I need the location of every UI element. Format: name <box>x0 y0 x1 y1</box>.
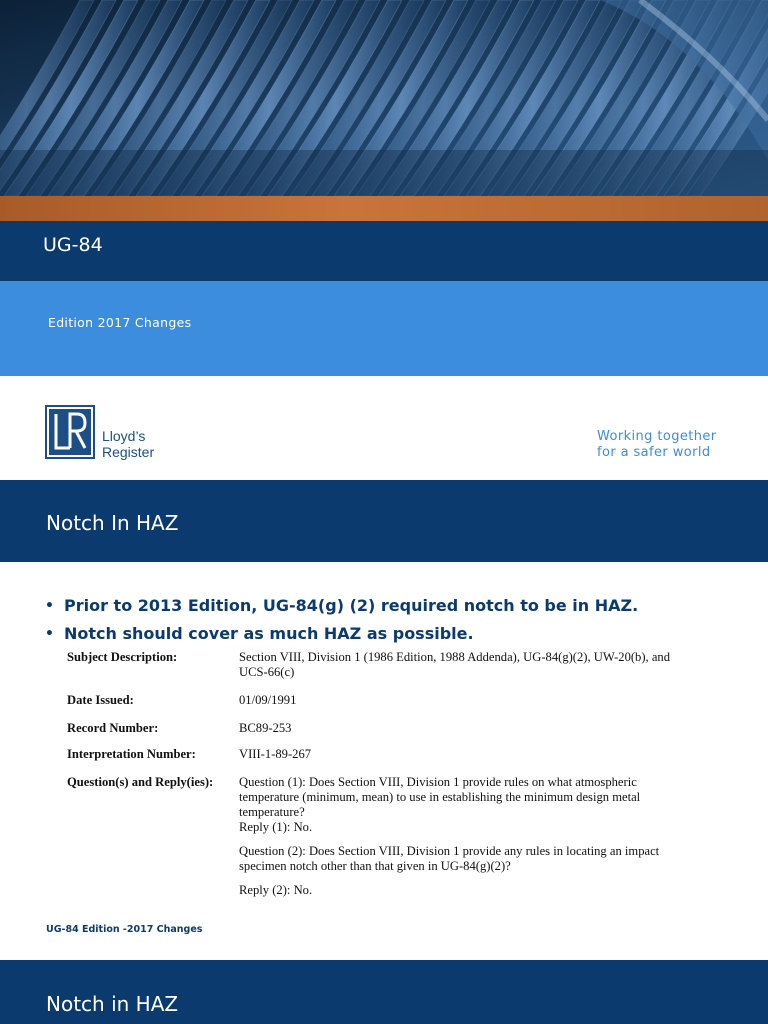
logo-wordmark <box>102 428 154 460</box>
document-subtitle: Edition 2017 Changes <box>48 315 192 330</box>
logo-line2: Register <box>102 444 155 460</box>
record-value: BC89-253 <box>239 721 292 735</box>
cover-title-band <box>0 221 768 281</box>
next-slide-title: Notch in HAZ <box>46 992 179 1016</box>
subject-value: Section VIII, Division 1 (1986 Edition, 1988 Addenda), UG-84(g)(2), UW-20(b), and UCS-66(c) <box>239 650 671 679</box>
interpretation-value: VIII-1-89-267 <box>239 747 312 761</box>
question-2: Question (2): Does Section VIII, Division 1 provide any rules in locating an impact specimen notch other than that given in UG-84(g)(2)? <box>239 844 660 873</box>
hero-turbine-image <box>0 0 768 196</box>
turbine-illustration <box>0 0 768 196</box>
bullet-list <box>44 592 744 648</box>
question-1: Question (1): Does Section VIII, Division 1 provide rules on what atmospheric temperature (minimum, mean) to use in establishing the minimum design metal temperature? <box>239 775 641 819</box>
bullet-item: • Prior to 2013 Edition, UG-84(g) (2) required notch to be in HAZ. <box>44 592 744 620</box>
logo-line1: Lloyd’s <box>102 428 146 444</box>
record-label: Record Number: <box>67 721 159 735</box>
date-value: 01/09/1991 <box>239 693 297 707</box>
document-title: UG-84 <box>43 234 103 256</box>
date-label: Date Issued: <box>67 693 134 707</box>
lloyds-register-logo <box>44 404 96 460</box>
tagline-line1: Working together <box>597 429 717 444</box>
tagline-line2: for a safer world <box>597 445 711 460</box>
bullet-dot-icon: • <box>45 626 54 642</box>
brand-tagline <box>597 429 717 461</box>
subject-label: Subject Description: <box>67 650 178 664</box>
slide-footer: UG-84 Edition -2017 Changes <box>46 924 203 935</box>
reply-1: Reply (1): No. <box>239 820 313 834</box>
qa-label: Question(s) and Reply(ies): <box>67 775 214 789</box>
bullet-dot-icon: • <box>45 598 54 614</box>
accent-band <box>0 196 768 221</box>
bullet-item: • Notch should cover as much HAZ as possible. <box>44 620 744 648</box>
qa-value <box>239 775 717 898</box>
reply-2: Reply (2): No. <box>239 883 313 897</box>
slide-title: Notch In HAZ <box>46 511 179 535</box>
interpretation-label: Interpretation Number: <box>67 747 196 761</box>
